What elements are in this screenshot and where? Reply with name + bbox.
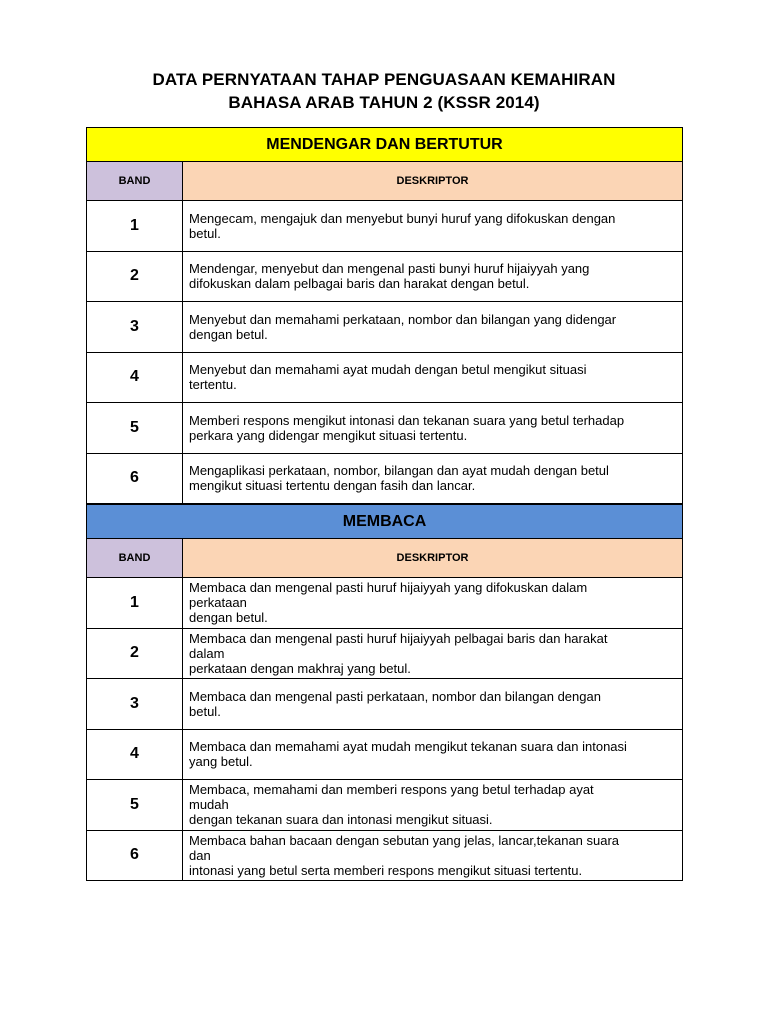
band-descriptor: Membaca dan mengenal pasti perkataan, nombor dan bilangan dengan betul. — [183, 679, 683, 730]
band-number: 2 — [87, 251, 183, 302]
band-number: 1 — [87, 201, 183, 252]
table-row — [87, 830, 683, 881]
band-number: 5 — [87, 403, 183, 454]
table-row — [87, 578, 683, 629]
band-number: 6 — [87, 830, 183, 881]
column-header-row — [87, 539, 683, 578]
column-header-row — [87, 162, 683, 201]
band-descriptor: Membaca bahan bacaan dengan sebutan yang jelas, lancar,tekanan suara dan intonasi yang betul serta memberi respons mengikut situasi tertentu. — [183, 830, 683, 881]
band-descriptor: Mendengar, menyebut dan mengenal pasti bunyi huruf hijaiyyah yang difokuskan dalam pelbagai baris dan harakat dengan betul. — [183, 251, 683, 302]
document-title — [0, 68, 768, 114]
band-column-header: BAND — [87, 162, 183, 201]
band-number: 3 — [87, 679, 183, 730]
table-row — [87, 780, 683, 831]
band-descriptor: Membaca dan mengenal pasti huruf hijaiyyah yang difokuskan dalam perkataan dengan betul. — [183, 578, 683, 629]
band-descriptor: Menyebut dan memahami perkataan, nombor dan bilangan yang didengar dengan betul. — [183, 302, 683, 353]
band-descriptor: Menyebut dan memahami ayat mudah dengan betul mengikut situasi tertentu. — [183, 352, 683, 403]
band-descriptor: Memberi respons mengikut intonasi dan tekanan suara yang betul terhadap perkara yang didengar mengikut situasi tertentu. — [183, 403, 683, 454]
band-number: 3 — [87, 302, 183, 353]
descriptor-column-header: DESKRIPTOR — [183, 539, 683, 578]
section-header-row — [87, 128, 683, 162]
table-row — [87, 628, 683, 679]
table-row — [87, 302, 683, 353]
table-row — [87, 352, 683, 403]
section-heading: MEMBACA — [87, 505, 683, 539]
band-descriptor: Mengaplikasi perkataan, nombor, bilangan dan ayat mudah dengan betul mengikut situasi tertentu dengan fasih dan lancar. — [183, 453, 683, 504]
title-line-2: BAHASA ARAB TAHUN 2 (KSSR 2014) — [228, 93, 540, 112]
band-number: 5 — [87, 780, 183, 831]
band-column-header: BAND — [87, 539, 183, 578]
table-mendengar-bertutur — [86, 127, 683, 504]
band-descriptor: Membaca dan mengenal pasti huruf hijaiyyah pelbagai baris dan harakat dalam perkataan dengan makhraj yang betul. — [183, 628, 683, 679]
descriptor-column-header: DESKRIPTOR — [183, 162, 683, 201]
band-descriptor: Mengecam, mengajuk dan menyebut bunyi huruf yang difokuskan dengan betul. — [183, 201, 683, 252]
section-header-row — [87, 505, 683, 539]
table-row — [87, 201, 683, 252]
band-number: 2 — [87, 628, 183, 679]
table-row — [87, 403, 683, 454]
band-descriptor: Membaca dan memahami ayat mudah mengikut tekanan suara dan intonasi yang betul. — [183, 729, 683, 780]
band-number: 4 — [87, 729, 183, 780]
band-number: 1 — [87, 578, 183, 629]
table-row — [87, 679, 683, 730]
band-descriptor: Membaca, memahami dan memberi respons yang betul terhadap ayat mudah dengan tekanan suara dan intonasi mengikut situasi. — [183, 780, 683, 831]
table-row — [87, 729, 683, 780]
table-membaca — [86, 504, 683, 881]
band-number: 4 — [87, 352, 183, 403]
table-row — [87, 453, 683, 504]
table-row — [87, 251, 683, 302]
section-heading: MENDENGAR DAN BERTUTUR — [87, 128, 683, 162]
title-line-1: DATA PERNYATAAN TAHAP PENGUASAAN KEMAHIRAN — [152, 70, 616, 89]
band-number: 6 — [87, 453, 183, 504]
